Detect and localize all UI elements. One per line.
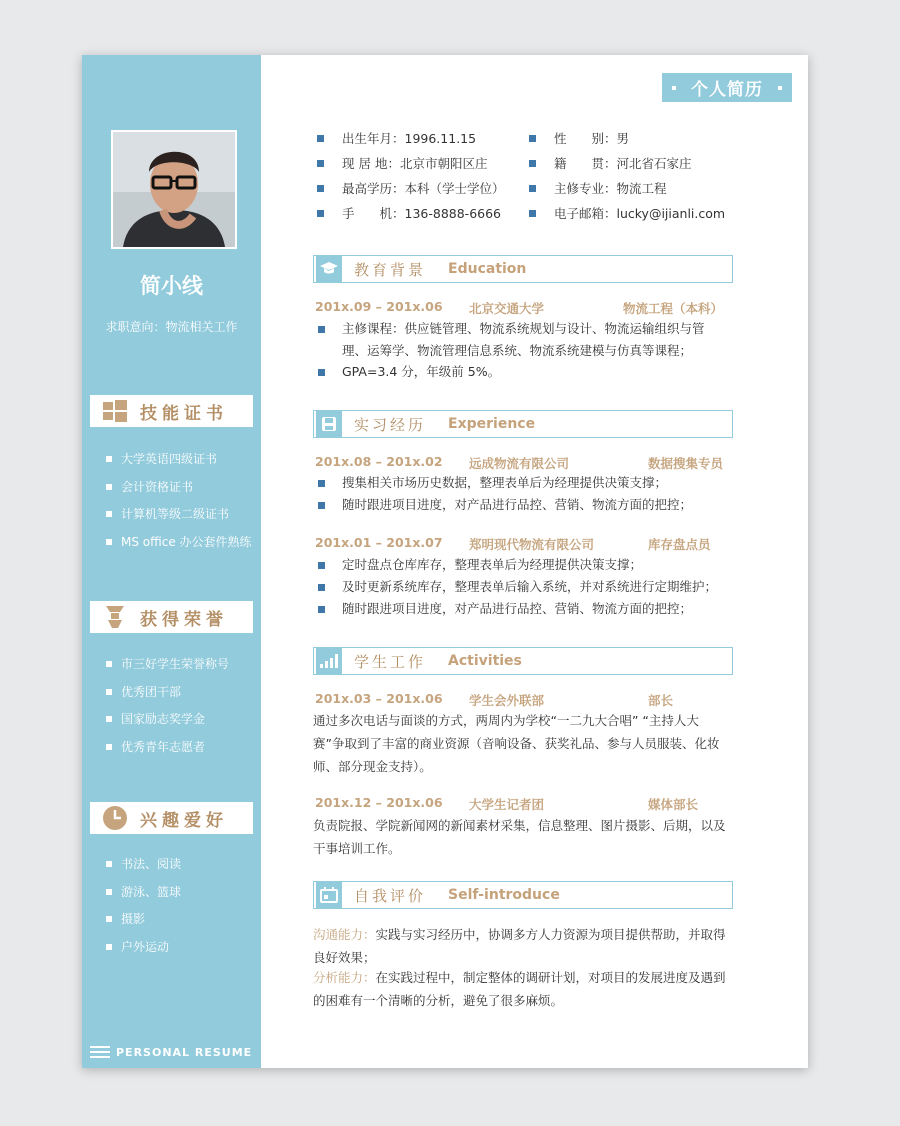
list-item: 定时盘点仓库库存，整理表单后为经理提供决策支撑； [318, 554, 728, 576]
list-item: 及时更新系统库存，整理表单后输入系统，并对系统进行定期维护； [318, 576, 728, 598]
skills-heading-label: 技能证书 [140, 403, 228, 424]
education-heading: 教育背景 Education [313, 255, 733, 283]
list-item: 搜集相关市场历史数据，整理表单后为经理提供决策支撑； [318, 472, 728, 494]
act2-org: 大学生记者团 [469, 797, 545, 812]
job2-period: 201x.01 – 201x.07 [315, 535, 443, 550]
job1-company: 远成物流有限公司 [469, 456, 570, 471]
profile-photo [111, 130, 237, 249]
list-item: 会计资格证书 [106, 478, 252, 506]
activities-heading: 学生工作 Activities [313, 647, 733, 675]
calendar-icon [316, 882, 342, 908]
job2-role: 库存盘点员 [648, 537, 711, 552]
graduation-cap-icon [316, 256, 342, 282]
act1-org: 学生会外联部 [469, 693, 545, 708]
skills-list [106, 450, 252, 560]
info-phone: 手 机：136-8888-6666 [317, 204, 501, 222]
bar-chart-icon [316, 648, 342, 674]
act2-period: 201x.12 – 201x.06 [315, 795, 443, 810]
resume-title: 个人简历 [662, 73, 792, 102]
self-heading: 自我评价 Self-introduce [313, 881, 733, 909]
candidate-name: 简小线 [140, 274, 203, 298]
list-item: 游泳、篮球 [106, 883, 181, 911]
act1-text: 通过多次电话与面谈的方式，两周内为学校“一二九大合唱” “主持人大赛”争取到了丰富的商业资源（音响设备、获奖礼品、参与人员服装、化妆师、部分现金支持）。 [313, 713, 720, 774]
resume-page [82, 55, 808, 1068]
edu-major: 物流工程（本科） [623, 301, 724, 316]
award-icon [102, 604, 128, 630]
info-birth: 出生年月：1996.11.15 [317, 129, 476, 147]
hobbies-list [106, 855, 181, 965]
job-objective: 求职意向：物流相关工作 [105, 320, 238, 334]
self-communication: 沟通能力：实践与实习经历中，协调多方人力资源为项目提供帮助，并取得良好效果； [313, 927, 726, 965]
list-item: 随时跟进项目进度，对产品进行品控、营销、物流方面的把控； [318, 598, 728, 620]
list-item: MS office 办公套件熟练 [106, 533, 252, 561]
job1-role: 数据搜集专员 [648, 456, 724, 471]
menu-icon [90, 1043, 110, 1061]
portrait-image [113, 132, 235, 247]
list-item: 优秀团干部 [106, 683, 229, 711]
list-item: 市三好学生荣誉称号 [106, 655, 229, 683]
skills-heading [90, 395, 253, 427]
footer-label: PERSONAL RESUME [90, 1043, 252, 1061]
act1-period: 201x.03 – 201x.06 [315, 691, 443, 706]
windows-icon [102, 398, 128, 424]
clock-icon [102, 805, 128, 831]
list-item: 大学英语四级证书 [106, 450, 252, 478]
job1-period: 201x.08 – 201x.02 [315, 454, 443, 469]
hobbies-heading [90, 802, 253, 834]
list-item: 主修课程：供应链管理、物流系统规划与设计、物流运输组织与管理、运筹学、物流管理信息系统、物流系统建模与仿真等课程； [318, 318, 728, 362]
info-gender: 性 别：男 [529, 129, 629, 147]
list-item: 书法、阅读 [106, 855, 181, 883]
act2-text: 负责院报、学院新闻网的新闻素材采集，信息整理、图片摄影、后期，以及干事培训工作。 [313, 818, 726, 856]
act2-role: 媒体部长 [648, 797, 699, 812]
list-item: 国家励志奖学金 [106, 710, 229, 738]
edu-school: 北京交通大学 [469, 301, 545, 316]
job2-company: 郑明现代物流有限公司 [469, 537, 595, 552]
honors-heading [90, 601, 253, 633]
list-item: 优秀青年志愿者 [106, 738, 229, 766]
list-item: 计算机等级二级证书 [106, 505, 252, 533]
self-analysis: 分析能力：在实践过程中，制定整体的调研计划，对项目的发展进度及遇到的困难有一个清晰的分析，避免了很多麻烦。 [313, 970, 726, 1008]
list-item: 户外运动 [106, 938, 181, 966]
floppy-disk-icon [316, 411, 342, 437]
info-email: 电子邮箱：lucky@ijianli.com [529, 204, 725, 222]
info-degree: 最高学历：本科（学士学位） [317, 179, 505, 197]
honors-list [106, 655, 229, 765]
sidebar [82, 55, 261, 1068]
info-address: 现 居 地：北京市朝阳区庄 [317, 154, 487, 172]
honors-heading-label: 获得荣誉 [140, 609, 228, 630]
list-item: 摄影 [106, 910, 181, 938]
info-origin: 籍 贯：河北省石家庄 [529, 154, 692, 172]
list-item: GPA=3.4 分，年级前 5%。 [318, 361, 728, 383]
list-item: 随时跟进项目进度，对产品进行品控、营销、物流方面的把控； [318, 494, 728, 516]
act1-role: 部长 [648, 693, 674, 708]
info-major: 主修专业：物流工程 [529, 179, 667, 197]
experience-heading: 实习经历 Experience [313, 410, 733, 438]
hobbies-heading-label: 兴趣爱好 [140, 810, 228, 831]
edu-period: 201x.09 – 201x.06 [315, 299, 443, 314]
